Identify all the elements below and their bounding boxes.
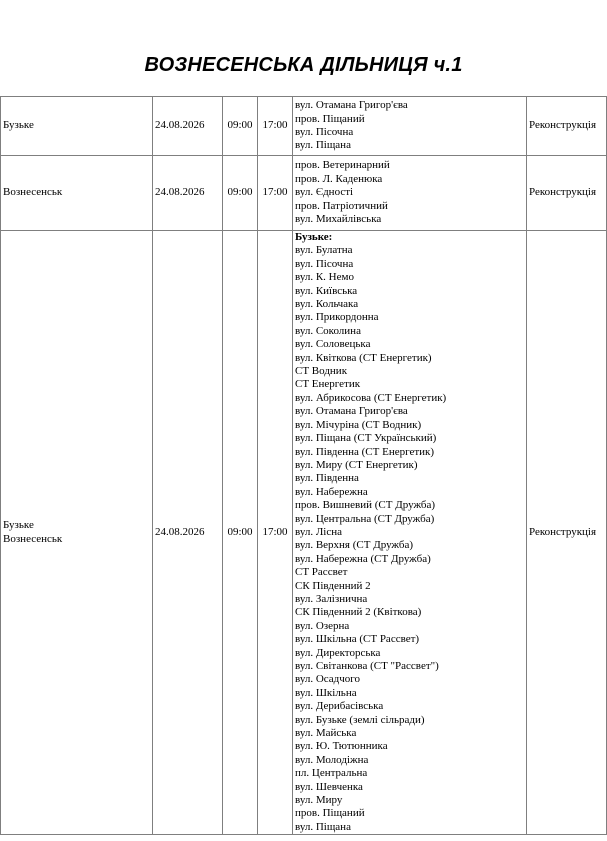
time-from-cell: 09:00: [223, 97, 258, 156]
street-item: вул. Єдності: [295, 186, 354, 199]
street-item: пл. Центральна: [295, 767, 368, 780]
street-item: вул. Південна (СТ Енергетик): [295, 445, 435, 458]
page-title: ВОЗНЕСЕНСЬКА ДІЛЬНИЦЯ ч.1: [144, 54, 463, 76]
street-item: вул. Пісочна: [295, 257, 354, 270]
street-item: пров. Ветеринарний: [295, 159, 390, 172]
street-item: вул. Соколина: [295, 324, 361, 337]
date-cell: 24.08.2026: [153, 156, 223, 231]
street-list-heading: Бузьке:: [295, 231, 333, 243]
locality-cell: [1, 231, 153, 835]
table-row: [1, 97, 607, 156]
street-item: вул. Шкільна (СТ Рассвет): [295, 633, 420, 646]
street-item: вул. Молодіжна: [295, 753, 369, 766]
street-item: вул. Прикордонна: [295, 311, 379, 324]
table-row: [1, 231, 607, 835]
street-item: пров. Патріотичний: [295, 199, 388, 212]
street-item: вул. Центральна (СТ Дружба): [295, 512, 435, 525]
street-item: пров. Піщаний: [295, 112, 365, 125]
schedule-body: [1, 97, 607, 835]
street-item: вул. Набережна: [295, 485, 368, 498]
street-item: вул. Отамана Григор'єва: [295, 405, 408, 418]
time-to-cell: 17:00: [258, 97, 293, 156]
reason-cell: Реконструкція: [527, 231, 607, 835]
street-item: вул. Піщана: [295, 139, 351, 152]
time-to-cell: 17:00: [258, 231, 293, 835]
locality-name: Бузьке: [3, 119, 34, 132]
street-item: вул. Бузьке (землі сільради): [295, 713, 425, 726]
locality-cell: [1, 156, 153, 231]
street-item: вул. Майська: [295, 727, 357, 740]
street-item: СТ Рассвет: [295, 566, 348, 579]
street-item: СТ Водник: [295, 365, 348, 378]
time-from-cell: 09:00: [223, 156, 258, 231]
street-item: пров. Л. Каденюка: [295, 172, 383, 185]
reason-cell: Реконструкція: [527, 97, 607, 156]
street-item: вул. Набережна (СТ Дружба): [295, 552, 431, 565]
street-item: вул. Лісна: [295, 525, 342, 538]
street-item: вул. Шевченка: [295, 780, 363, 793]
streets-cell: [293, 97, 527, 156]
street-item: вул. Булатна: [295, 244, 353, 257]
street-item: вул. Пісочна: [295, 126, 354, 138]
locality-name: Вознесенськ: [3, 186, 63, 199]
streets-cell: [293, 231, 527, 835]
reason-cell: Реконструкція: [527, 156, 607, 231]
street-item: вул. Мічуріна (СТ Водник): [295, 418, 422, 431]
street-item: пров. Вишневий (СТ Дружба): [295, 499, 436, 512]
street-item: СК Південний 2 (Квіткова): [295, 606, 422, 619]
locality-name: Бузьке: [3, 519, 34, 532]
streets-cell: [293, 156, 527, 231]
street-item: вул. Піщана: [295, 820, 351, 833]
locality-name: Вознесенськ: [3, 532, 63, 545]
outage-schedule-table: [0, 96, 607, 835]
street-item: вул. Світанкова (СТ "Рассвет"): [295, 660, 439, 672]
street-item: вул. Піщана (СТ Український): [295, 432, 437, 445]
street-item: вул. Ю. Тютюнника: [295, 740, 388, 753]
date-cell: 24.08.2026: [153, 231, 223, 835]
street-item: вул. К. Немо: [295, 271, 354, 284]
street-item: пров. Піщаний: [295, 807, 365, 820]
street-item: вул. Миру (СТ Енергетик): [295, 458, 418, 471]
street-item: вул. Миру: [295, 794, 343, 807]
street-item: вул. Осадчого: [295, 673, 361, 686]
time-from-cell: 09:00: [223, 231, 258, 835]
street-item: вул. Кольчака: [295, 298, 359, 311]
street-item: вул. Озерна: [295, 619, 350, 632]
street-item: вул. Залізнична: [295, 592, 368, 605]
table-row: [1, 156, 607, 231]
locality-cell: [1, 97, 153, 156]
street-item: вул. Київська: [295, 284, 358, 297]
street-item: вул. Соловецька: [295, 338, 371, 351]
street-item: СТ Енергетик: [295, 378, 361, 391]
street-item: вул. Абрикосова (СТ Енергетик): [295, 391, 447, 404]
street-item: вул. Дерибасівська: [295, 700, 384, 713]
street-item: вул. Шкільна: [295, 686, 357, 699]
street-item: СК Південний 2: [295, 579, 371, 592]
street-item: вул. Директорська: [295, 646, 381, 659]
street-item: вул. Отамана Григор'єва: [295, 99, 408, 112]
street-item: вул. Верхня (СТ Дружба): [295, 539, 414, 552]
street-item: вул. Михайлівська: [295, 213, 382, 226]
street-item: вул. Південна: [295, 472, 359, 485]
date-cell: 24.08.2026: [153, 97, 223, 156]
time-to-cell: 17:00: [258, 156, 293, 231]
street-item: вул. Квіткова (СТ Енергетик): [295, 351, 432, 364]
